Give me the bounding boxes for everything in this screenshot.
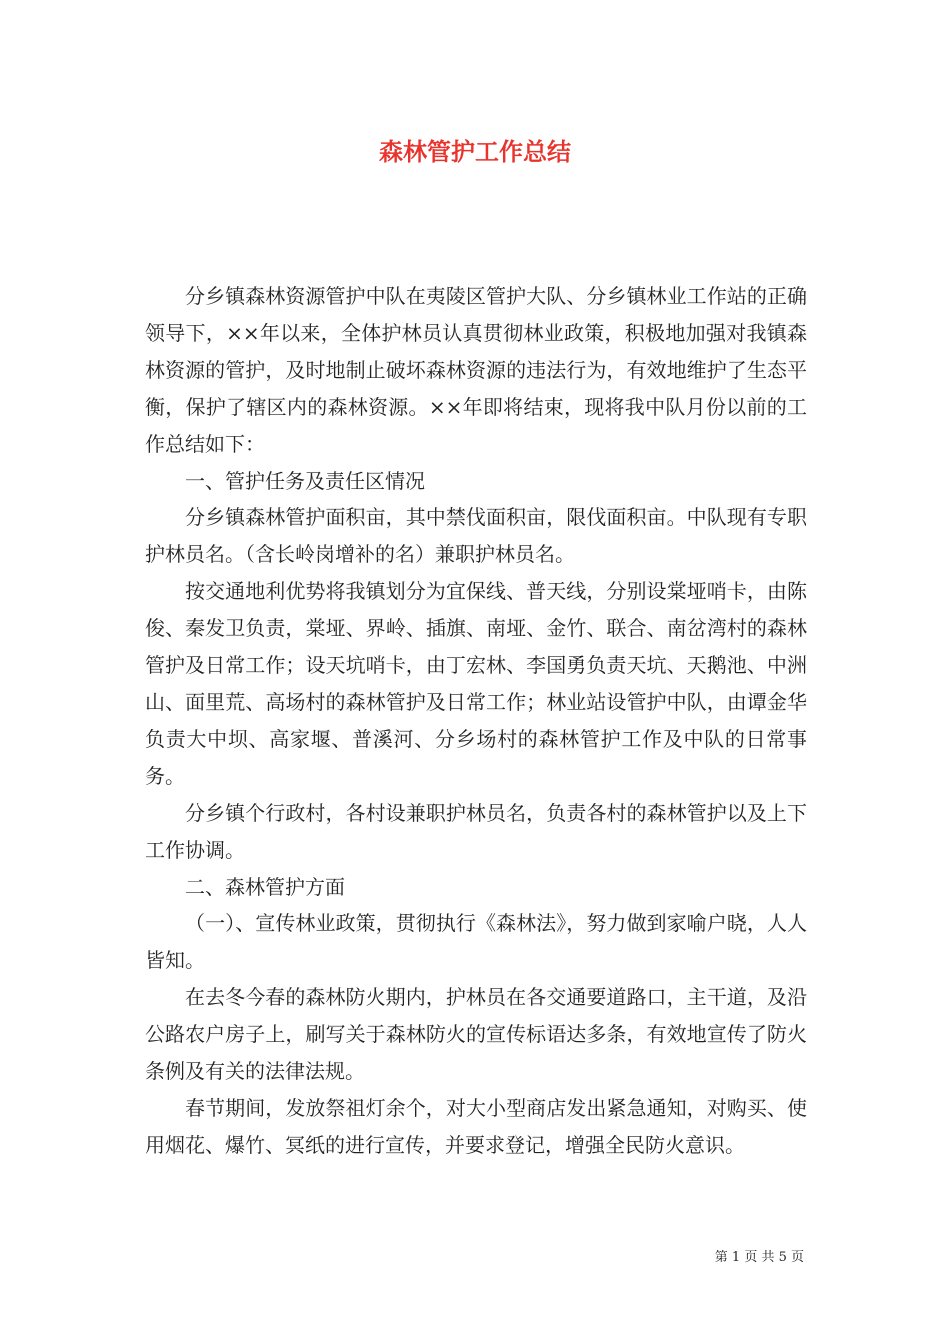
paragraph-villages: 分乡镇个行政村，各村设兼职护林员名，负责各村的森林管护以及上下工作协调。 (145, 800, 807, 862)
document-title: 森林管护工作总结 (379, 137, 571, 166)
paragraph-fire-prevention: 在去冬今春的森林防火期内，护林员在各交通要道路口，主干道，及沿公路农户房子上，刷写关于森林防火的宣传标语达多条，有效地宣传了防火条例及有关的法律法规。 (145, 985, 807, 1084)
document-body (145, 278, 807, 1164)
page-number-footer: 第 1 页 共 5 页 (714, 1250, 804, 1265)
paragraph-intro: 分乡镇森林资源管护中队在夷陵区管护大队、分乡镇林业工作站的正确领导下，××年以来，全体护林员认真贯彻林业政策，积极地加强对我镇森林资源的管护，及时地制止破坏森林资源的违法行为，有效地维护了生态平衡，保护了辖区内的森林资源。××年即将结束，现将我中队月份以前的工作总结如下： (145, 284, 807, 456)
paragraph-area: 分乡镇森林管护面积亩，其中禁伐面积亩，限伐面积亩。中队现有专职护林员名。（含长岭岗增补的名）兼职护林员名。 (145, 505, 807, 567)
subsection-heading-1: （一）、宣传林业政策，贯彻执行《森林法》，努力做到家喻户晓，人人皆知。 (145, 911, 807, 973)
section-heading-1: 一、管护任务及责任区情况 (185, 468, 425, 493)
section-heading-2: 二、森林管护方面 (185, 874, 345, 899)
paragraph-division: 按交通地利优势将我镇划分为宜保线、普天线，分别设棠垭哨卡，由陈俊、秦发卫负责，棠垭、界岭、插旗、南垭、金竹、联合、南岔湾村的森林管护及日常工作；设天坑哨卡，由丁宏林、李国勇负责天坑、天鹅池、中洲山、面里荒、高场村的森林管护及日常工作；林业站设管护中队，由谭金华负责大中坝、高家堰、普溪河、分乡场村的森林管护工作及中队的日常事务。 (145, 579, 807, 788)
paragraph-spring-festival: 春节期间，发放祭祖灯余个，对大小型商店发出紧急通知，对购买、使用烟花、爆竹、冥纸的进行宣传，并要求登记，增强全民防火意识。 (145, 1095, 807, 1157)
